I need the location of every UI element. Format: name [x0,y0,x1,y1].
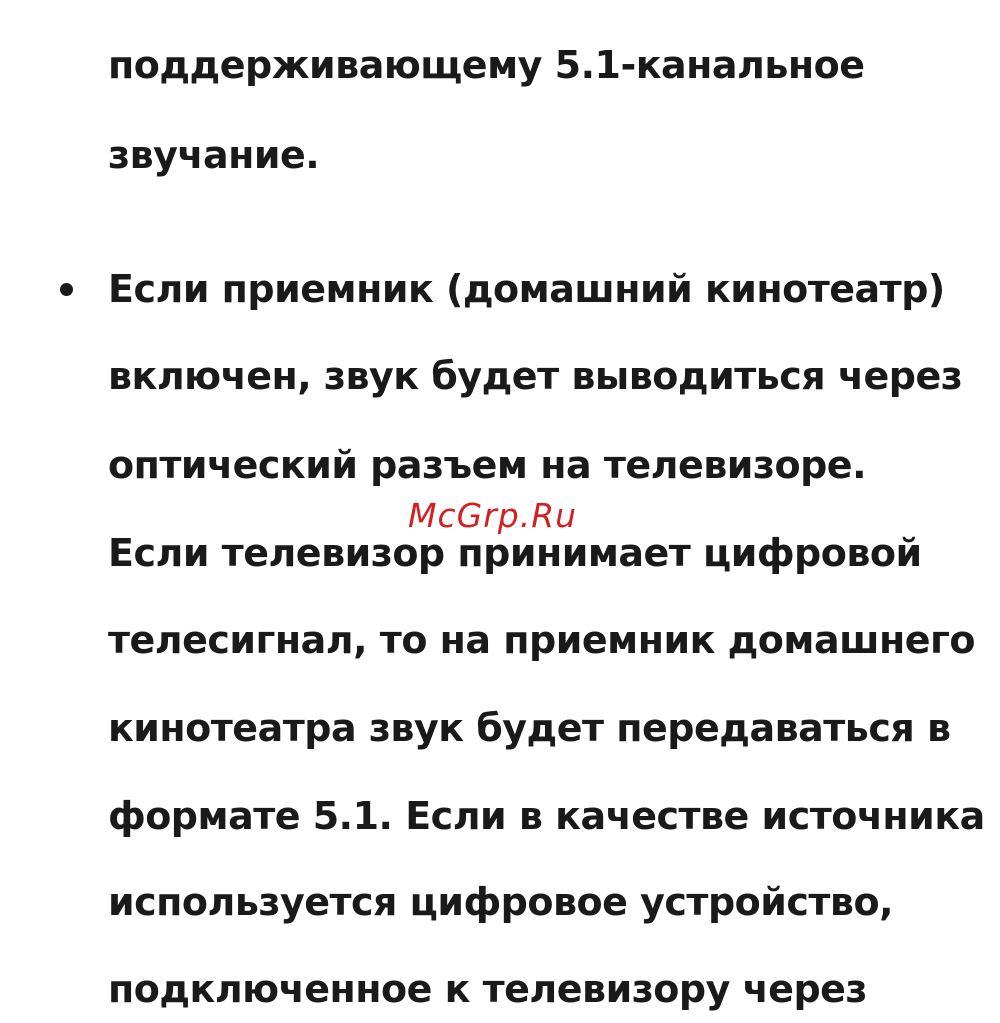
text-line: телесигнал, то на приемник домашнего [108,618,975,662]
watermark: McGrp.Ru [408,496,578,535]
text-line: Если телевизор принимает цифровой [108,531,922,575]
text-line: кинотеатра звук будет передаваться в [108,706,951,750]
text-line: включен, звук будет выводиться через [108,354,963,398]
text-line: формате 5.1. Если в качестве источника [108,794,985,838]
text-line: используется цифровое устройство, [108,880,894,924]
text-line: Если приемник (домашний кинотеатр) [108,267,945,311]
text-line: подключенное к телевизору через [108,967,867,1011]
bullet-icon [60,283,73,296]
text-line: звучание. [108,133,320,177]
text-line: поддерживающему 5.1-канальное [108,43,865,87]
text-line: оптический разъем на телевизоре. [108,443,867,487]
